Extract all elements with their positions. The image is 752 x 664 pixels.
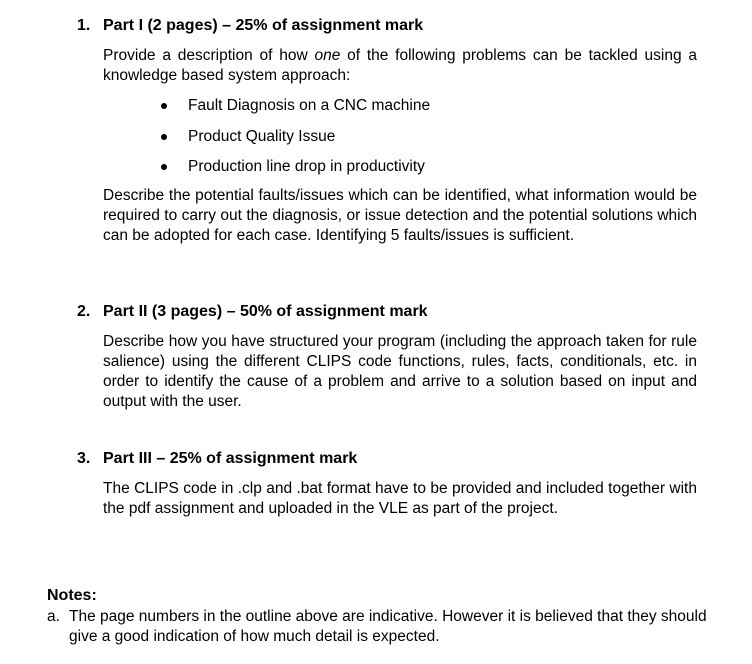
part1-heading (77, 17, 423, 35)
part2-number: 2. (77, 303, 91, 320)
part2-title: Part II (3 pages) – 50% of assignment mark (103, 303, 428, 320)
part2-heading (77, 303, 428, 321)
part3-title: Part III – 25% of assignment mark (103, 450, 358, 467)
bullet-text: Production line drop in productivity (188, 158, 425, 175)
part3-number: 3. (77, 450, 91, 467)
part1-title: Part I (2 pages) – 25% of assignment mark (103, 17, 424, 34)
part1-intro (103, 46, 697, 86)
bullet-icon (161, 103, 167, 109)
bullet-text: Fault Diagnosis on a CNC machine (188, 97, 431, 114)
note-item (47, 607, 707, 645)
part1-intro-post: of the following problems can be tackled using a knowledge based system approach: (103, 47, 697, 84)
list-item (161, 94, 430, 125)
part1-intro-emphasis: one (314, 47, 341, 64)
list-item (161, 155, 430, 186)
part1-bullet-list (161, 94, 430, 186)
bullet-icon (161, 164, 167, 170)
part3-heading (77, 450, 357, 468)
list-item (161, 125, 430, 156)
bullet-icon (161, 134, 167, 140)
part1-intro-pre: Provide a description of how (103, 47, 315, 64)
part1-number: 1. (77, 17, 91, 34)
note-text: The page numbers in the outline above are indicative. However it is believed that they should give a good indication of how much detail is expected. (69, 608, 707, 645)
part2-description: Describe how you have structured your program (including the approach taken for rule salience) using the different CLIPS code functions, rules, facts, conditionals, etc. in order to identify the cause of a problem and arrive to a solution based on input and output with the user. (103, 333, 697, 410)
part3-description: The CLIPS code in .clp and .bat format have to be provided and included together with the pdf assignment and uploaded in the VLE as part of the project. (103, 480, 697, 517)
notes-title: Notes: (47, 587, 97, 604)
bullet-text: Product Quality Issue (188, 127, 336, 145)
note-marker: a. (47, 608, 60, 625)
part1-description: Describe the potential faults/issues which can be identified, what information would be required to carry out the diagnosis, or issue detection and the potential solutions which can be adopted for each case. Identifying 5 faults/issues is sufficient. (103, 187, 697, 244)
